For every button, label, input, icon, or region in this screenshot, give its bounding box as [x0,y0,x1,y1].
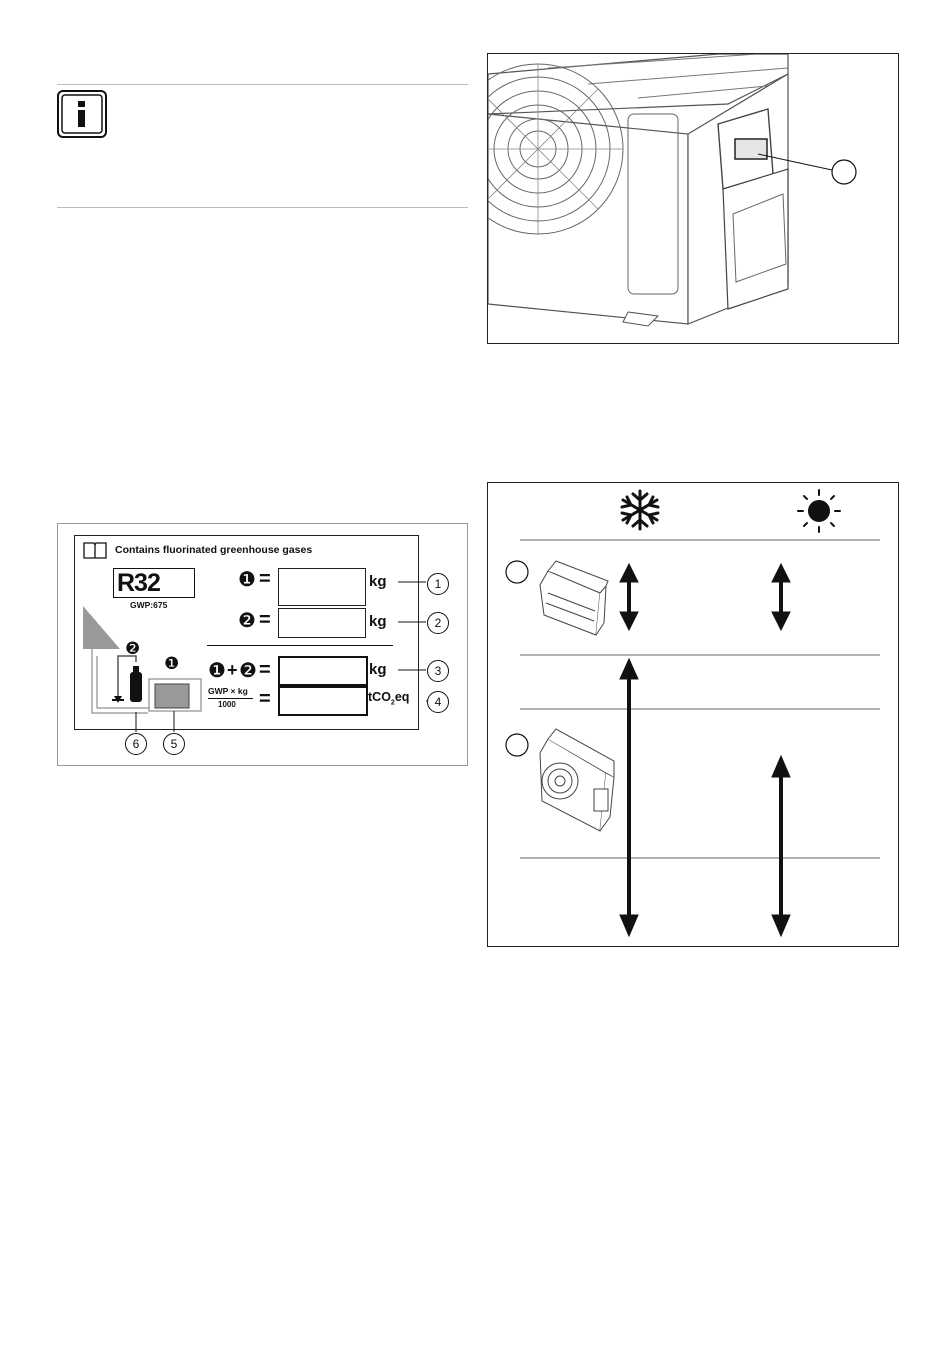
equals-sign: = [259,688,271,710]
pictogram-glyph-one: ❶ [164,654,180,673]
callout-circle [832,160,856,184]
callout-6: 6 [125,733,147,755]
pictogram-glyph-two: ❷ [125,639,141,658]
outdoor-unit-illustration [487,53,899,344]
total-charge-glyph-two: ❷ [239,660,257,682]
kg-unit: kg [369,661,387,678]
snowflake-icon [622,491,658,529]
equals-sign: = [259,609,271,631]
fraction-numerator: GWP × kg [208,686,248,696]
additional-charge-glyph: ❷ [238,610,256,632]
outdoor-unit-callout [506,734,528,756]
callout-4: 4 [427,691,449,713]
callout-leaders [58,524,467,765]
indoor-unit-icon [540,561,608,635]
total-charge-glyph-one: ❶ [208,660,226,682]
equals-sign: = [259,659,271,681]
rating-label [735,139,767,159]
refrigerant-label-figure [57,523,468,766]
info-rule-bottom [57,207,468,208]
callout-2: 2 [427,612,449,634]
sun-icon [798,490,840,532]
callout-3: 3 [427,660,449,682]
callout-5: 5 [163,733,185,755]
info-rule-top [57,84,468,85]
plus-sign: + [227,660,238,680]
refrigerant-type: R32 [117,569,160,597]
factory-charge-glyph: ❶ [238,569,256,591]
kg-unit: kg [369,573,387,590]
kg-unit: kg [369,613,387,630]
pipe-length-diagram [487,482,899,947]
label-heading: Contains fluorinated greenhouse gases [115,544,313,556]
co2-unit: tCO$_2$eq [368,690,410,707]
callout-1: 1 [427,573,449,595]
outdoor-unit-icon [540,729,614,831]
info-icon [57,90,107,138]
indoor-unit-callout [506,561,528,583]
gwp-value: GWP:675 [130,600,168,610]
fraction-denominator: 1000 [218,700,236,709]
equals-sign: = [259,568,271,590]
